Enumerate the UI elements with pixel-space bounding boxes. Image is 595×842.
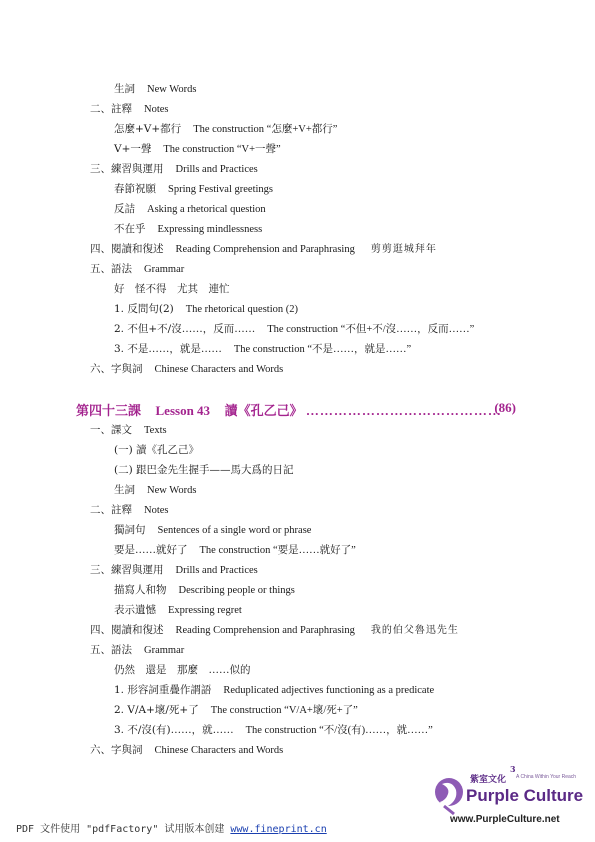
entry-chinese: 描寫人和物 [114,584,167,596]
entry-chinese: 生詞 [114,83,135,95]
section-heading [90,423,167,438]
entry-chinese: 3. 不是……，就是…… [114,343,222,355]
entry-chinese: 1. 形容詞重疊作謂語 [114,684,212,696]
list-item [114,543,356,558]
list-item [114,322,474,337]
section-heading [90,102,169,117]
entry-english: New Words [147,485,197,496]
entry-chinese: 要是……就好了 [114,544,188,556]
entry-chinese: 2. V/A+壞/死+了 [114,704,199,716]
entry-chinese: V+一聲 [114,143,152,155]
purple-culture-logo [430,764,590,830]
list-item [114,443,199,457]
entry-chinese: 五、語法 [90,263,132,275]
entry-chinese: 不在乎 [114,223,146,235]
entry-english: The construction “不/沒(有)……，就……” [245,725,433,736]
section-heading [90,362,283,377]
reading-title: 我的伯父魯迅先生 [370,625,459,636]
entry-english: Grammar [144,264,185,275]
list-item [114,142,281,157]
list-item [114,282,230,296]
entry-chinese: 好 怪不得 尤其 連忙 [114,283,230,295]
entry-english: Asking a rhetorical question [147,204,266,215]
entry-chinese: 六、字與詞 [90,363,143,375]
logo-tagline: A China Within Your Reach [516,774,577,780]
entry-english: Reading Comprehension and Paraphrasing [175,244,355,255]
lesson-title: 讀《孔乙己》 [224,403,303,418]
entry-english: The rhetorical question (2) [185,304,298,315]
leader-dots: …………………………………… [305,403,502,418]
entry-chinese: 四、閱讀和復述 [90,624,164,636]
list-item [114,523,311,538]
entry-english: The construction “要是……就好了” [199,545,356,556]
entry-chinese: 二、註釋 [90,103,132,115]
entry-english: The construction “不但+不/沒……，反而……” [267,324,475,335]
list-item [114,222,262,237]
list-item [114,703,358,718]
entry-english: The construction “V+一聲” [163,144,281,155]
list-item [114,82,196,97]
pdf-footer [16,820,327,835]
entry-english: Texts [144,425,167,436]
list-item [114,182,273,197]
footer-text: PDF 文件使用 "pdfFactory" 试用版本创建 [16,824,231,835]
list-item [114,122,337,137]
entry-english: Spring Festival greetings [168,184,273,195]
entry-chinese: (一) 讀《孔乙己》 [114,444,200,456]
entry-chinese: 反詰 [114,203,135,215]
logo-superscript: 3 [510,764,516,774]
entry-english: Drills and Practices [175,565,258,576]
entry-english: The construction “V/A+壞/死+了” [210,705,358,716]
entry-chinese: 生詞 [114,484,135,496]
entry-english: Sentences of a single word or phrase [157,525,312,536]
lesson-label: Lesson 43 [155,403,211,418]
list-item [114,603,242,618]
entry-chinese: 六、字與詞 [90,744,143,756]
entry-chinese: 獨詞句 [114,524,146,536]
logo-brand-name: Purple Culture [466,786,584,805]
lesson-number: 第四十三課 [76,403,142,418]
entry-english: Chinese Characters and Words [154,364,284,375]
entry-chinese: 3. 不/沒(有)……，就…… [114,724,234,736]
entry-chinese: 2. 不但+不/沒……，反而…… [114,323,256,335]
list-item [114,583,295,598]
list-item [114,663,251,677]
list-item [114,483,196,498]
entry-chinese: 三、練習與運用 [90,564,164,576]
section-heading [90,242,437,257]
list-item [114,202,266,217]
logo-url: www.PurpleCulture.net [450,814,560,825]
entry-english: Chinese Characters and Words [154,745,284,756]
entry-english: Expressing mindlessness [157,224,263,235]
entry-english: New Words [147,84,197,95]
list-item [114,463,294,477]
section-heading [90,563,258,578]
entry-chinese: (二) 跟巴金先生握手——馬大爲的日記 [114,464,294,476]
entry-chinese: 春節祝願 [114,183,156,195]
entry-chinese: 二、註釋 [90,504,132,516]
list-item [114,302,298,317]
entry-english: Grammar [144,645,185,656]
entry-chinese: 怎麼+V+都行 [114,123,182,135]
section-heading [90,623,459,638]
entry-english: Notes [144,505,169,516]
entry-english: Describing people or things [178,585,295,596]
entry-chinese: 仍然 還是 那麼 ……似的 [114,664,251,676]
logo-mark-icon [432,776,466,816]
logo-chinese-name: 紫室文化 [470,775,507,785]
footer-link[interactable]: www.fineprint.cn [230,824,327,835]
list-item [114,342,411,357]
section-heading [90,262,184,277]
list-item [114,723,433,738]
entry-english: Expressing regret [168,605,242,616]
entry-chinese: 四、閱讀和復述 [90,243,164,255]
section-heading [90,162,258,177]
entry-english: Reading Comprehension and Paraphrasing [175,625,355,636]
entry-chinese: 五、語法 [90,644,132,656]
entry-chinese: 三、練習與運用 [90,163,164,175]
entry-english: Reduplicated adjectives functioning as a predicate [223,685,435,696]
entry-english: The construction “怎麼+V+都行” [193,124,338,135]
entry-english: The construction “不是……，就是……” [233,344,412,355]
page-reference: (86) [494,400,516,415]
section-heading [90,503,169,518]
section-heading [90,743,283,758]
section-heading [90,643,184,658]
entry-english: Notes [144,104,169,115]
entry-chinese: 表示遺憾 [114,604,156,616]
entry-english: Drills and Practices [175,164,258,175]
entry-chinese: 一、課文 [90,424,132,436]
reading-title: 剪剪逛城拜年 [370,244,437,255]
entry-chinese: 1. 反問句(2) [114,303,174,315]
list-item [114,683,434,698]
lesson-43-heading [76,400,516,419]
